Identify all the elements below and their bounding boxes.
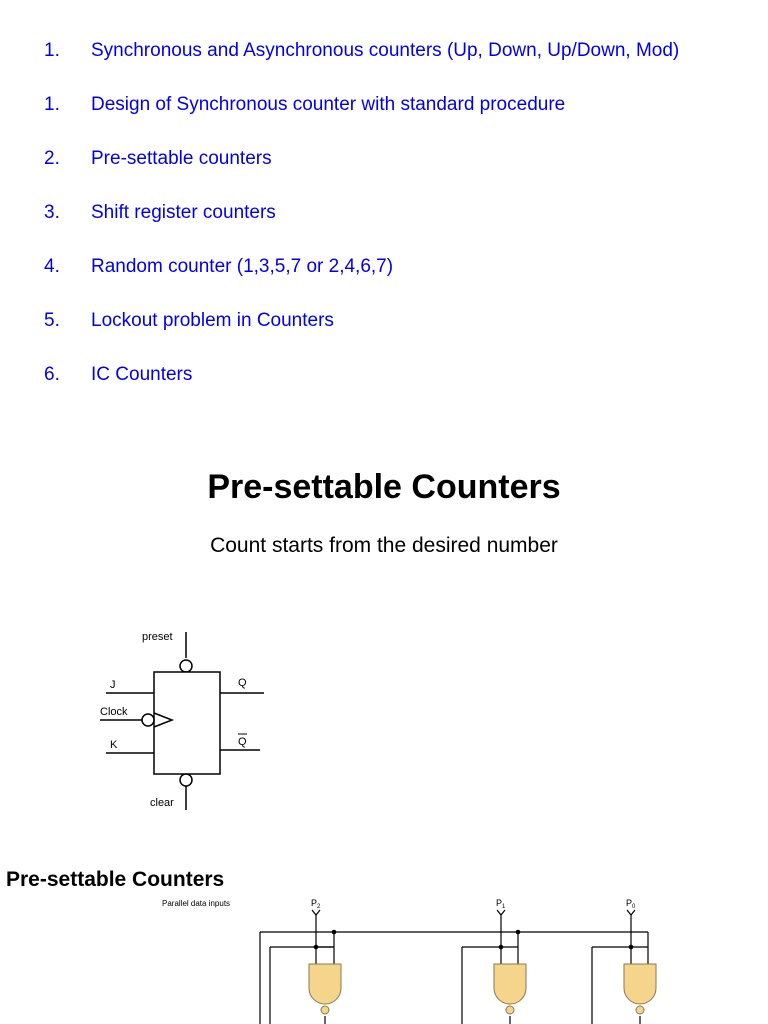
clear-label: clear — [150, 797, 174, 809]
topic-link[interactable]: Synchronous and Asynchronous counters (Up, Down, Up/Down, Mod) — [91, 40, 680, 61]
jk-flipflop-diagram — [96, 624, 276, 819]
nand-gate-p0 — [624, 964, 656, 1014]
preset-bubble — [180, 660, 192, 672]
topic-link[interactable]: Pre-settable counters — [91, 148, 272, 169]
topic-item[interactable] — [44, 199, 276, 227]
topic-number: 6. — [44, 364, 60, 385]
topic-link[interactable]: IC Counters — [91, 364, 193, 385]
topic-link[interactable]: Design of Synchronous counter with standard procedure — [91, 94, 566, 115]
clock-bubble — [142, 714, 154, 726]
topic-number: 1. — [44, 94, 60, 115]
topic-item[interactable] — [44, 145, 272, 173]
topic-item[interactable] — [44, 253, 393, 281]
section-heading: Pre-settable Counters — [6, 868, 225, 891]
j-label: J — [110, 679, 116, 691]
circuit-caption: Parallel data inputs — [162, 899, 231, 908]
topic-number: 4. — [44, 256, 60, 277]
k-label: K — [110, 739, 118, 751]
topic-link[interactable]: Shift register counters — [91, 202, 276, 223]
slide-title: Pre-settable Counters — [207, 468, 561, 506]
p2-label: $P_2$ — [311, 898, 321, 910]
topic-item[interactable] — [44, 307, 334, 335]
nand-gate-p2 — [309, 964, 341, 1014]
topic-link[interactable]: Lockout problem in Counters — [91, 310, 334, 331]
topic-item[interactable] — [44, 37, 679, 65]
q-label: Q — [238, 677, 247, 689]
topic-number: 2. — [44, 148, 60, 169]
topic-item[interactable] — [44, 91, 565, 119]
topic-number: 1. — [44, 40, 60, 61]
q-bar-label: Q — [238, 736, 247, 748]
slide-subtitle: Count starts from the desired number — [210, 534, 558, 557]
topic-number: 5. — [44, 310, 60, 331]
clock-label: Clock — [100, 706, 128, 718]
presettable-counter-circuit — [150, 890, 768, 1024]
topic-item[interactable] — [44, 361, 192, 389]
topic-link[interactable]: Random counter (1,3,5,7 or 2,4,6,7) — [91, 256, 394, 277]
p0-label: $P_0$ — [626, 898, 636, 910]
preset-label: preset — [142, 631, 173, 643]
topic-number: 3. — [44, 202, 60, 223]
p1-label: $P_1$ — [496, 898, 506, 910]
clear-bubble — [180, 774, 192, 786]
nand-gate-p1 — [494, 964, 526, 1014]
